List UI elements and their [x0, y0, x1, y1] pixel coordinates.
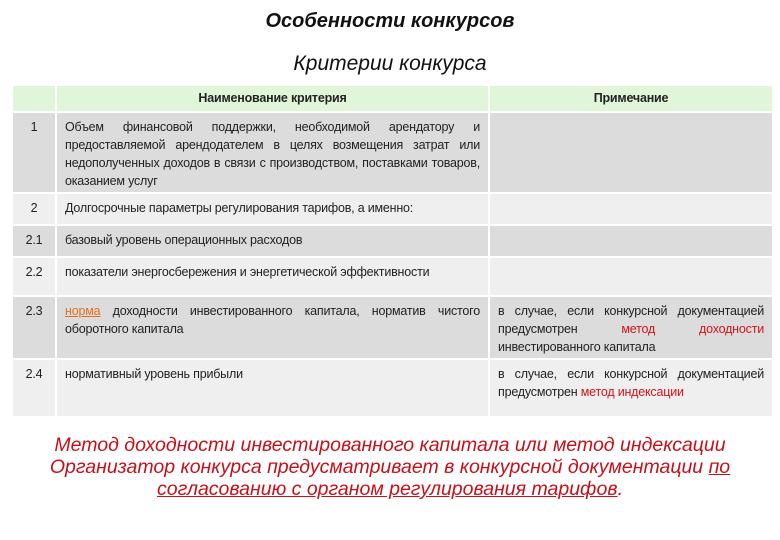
- table-row: [12, 359, 773, 417]
- row-criterion: [56, 296, 489, 359]
- row-criterion: показатели энергосбережения и энергетической эффективности: [56, 257, 489, 296]
- row-criterion: Объем финансовой поддержки, необходимой арендатору и предоставляемой арендодателем в целях возмещения затрат или недополученных доходов в связи с производством, поставками товаров, оказанием услуг: [56, 112, 489, 193]
- norma-link[interactable]: норма: [65, 304, 101, 318]
- note-text: в случае, если конкурсной документацией предусмотрен: [498, 304, 764, 336]
- table-row: [12, 257, 773, 296]
- criteria-table: [11, 84, 774, 418]
- row-criterion: Долгосрочные параметры регулирования тарифов, а именно:: [56, 193, 489, 225]
- row-note: [489, 193, 773, 225]
- criterion-text: доходности инвестированного капитала, норматив чистого оборотного капитала: [65, 304, 480, 336]
- note-suffix: инвестированного капитала: [498, 340, 656, 354]
- row-criterion: нормативный уровень прибыли: [56, 359, 489, 417]
- row-num: 2.4: [12, 359, 56, 417]
- row-num: 2.3: [12, 296, 56, 359]
- footer-text: Метод доходности инвестированного капитала или метод индексации Организатор конкурса предусматривает в конкурсной документации: [49, 434, 726, 478]
- table-row: [12, 193, 773, 225]
- row-num: 2.2: [12, 257, 56, 296]
- row-note: [489, 225, 773, 257]
- footer-note: [40, 434, 740, 500]
- note-highlight: метод доходности: [621, 322, 764, 336]
- row-num: 2: [12, 193, 56, 225]
- header-num: [12, 85, 56, 112]
- row-criterion: базовый уровень операционных расходов: [56, 225, 489, 257]
- row-num: 2.1: [12, 225, 56, 257]
- note-highlight: метод индексации: [580, 385, 684, 399]
- row-note: [489, 257, 773, 296]
- row-note: [489, 112, 773, 193]
- table-header: [12, 85, 773, 112]
- note-text: в случае, если конкурсной документацией предусмотрен: [498, 367, 764, 399]
- page-title: Особенности конкурсов: [265, 10, 515, 32]
- page-subtitle: Критерии конкурса: [293, 52, 487, 75]
- header-criterion: Наименование критерия: [56, 85, 489, 112]
- table-row: [12, 296, 773, 359]
- table-row: [12, 225, 773, 257]
- footer-end: .: [617, 478, 624, 500]
- footer-underlined: по согласованию с органом регулирования тарифов: [156, 456, 731, 500]
- header-note: Примечание: [489, 85, 773, 112]
- row-note: [489, 359, 773, 417]
- table-row: [12, 112, 773, 193]
- row-note: [489, 296, 773, 359]
- row-num: 1: [12, 112, 56, 193]
